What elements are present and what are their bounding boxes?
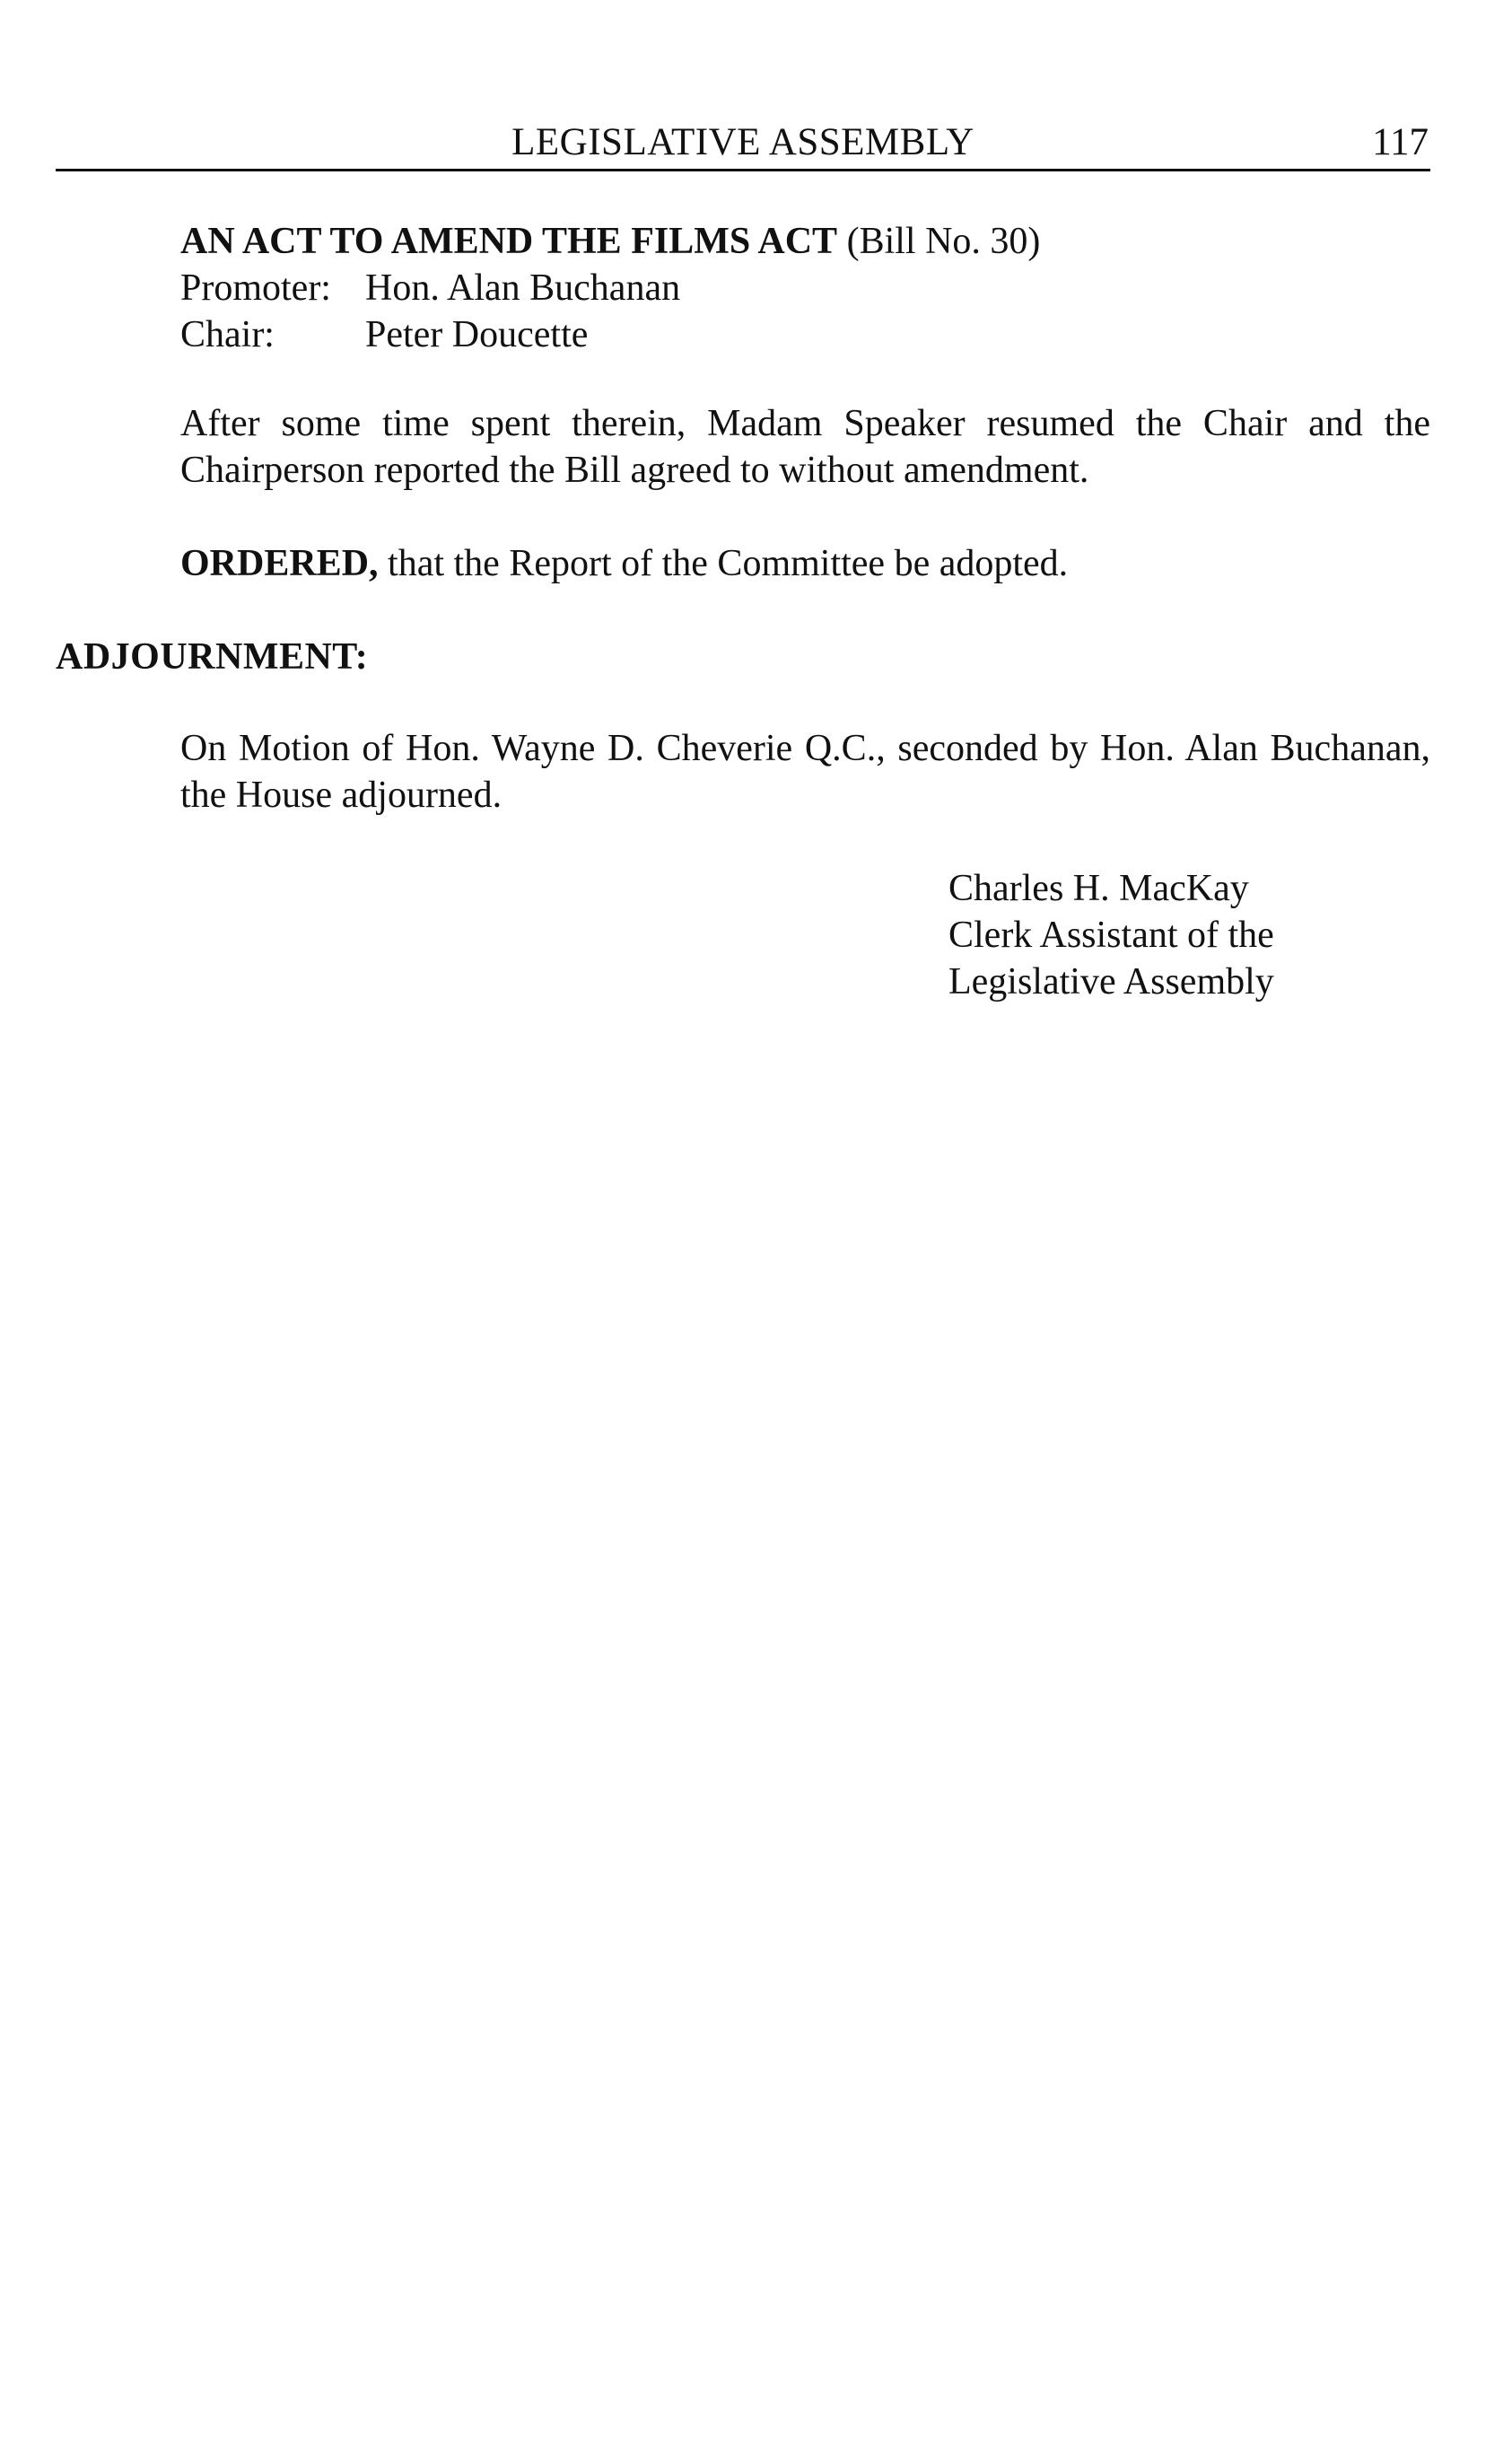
signature-name: Charles H. MacKay [948,868,1249,909]
promoter-label: Promoter: [180,267,331,309]
chair-label: Chair: [180,314,275,355]
bill-number: (Bill No. 30) [837,221,1041,262]
adjournment-heading: ADJOURNMENT: [56,636,369,678]
bill-title-line [180,218,1430,265]
report-paragraph: After some time spent therein, Madam Speaker resumed the Chair and the Chairperson reported the Bill agreed to without amendment. [180,403,1430,491]
promoter-row [180,265,1430,311]
bill-title: AN ACT TO AMEND THE FILMS ACT [180,221,838,262]
promoter-value: Hon. Alan Buchanan [365,267,681,309]
ordered-lead: ORDERED, [180,543,379,584]
bill-section [180,218,1430,358]
page-number: 117 [1372,121,1429,163]
signature-title-line1: Clerk Assistant of the [948,915,1274,956]
ordered-text: that the Report of the Committee be adopted. [378,543,1069,584]
chair-value: Peter Doucette [365,314,589,355]
signature-title-line2: Legislative Assembly [948,961,1274,1003]
ordered-paragraph [180,540,1430,587]
chair-row [180,311,1430,358]
signature-block [948,865,1274,1005]
adjournment-paragraph: On Motion of Hon. Wayne D. Cheverie Q.C., seconded by Hon. Alan Buchanan, the House adjourned. [180,728,1430,816]
page-header [56,117,1430,171]
header-title: LEGISLATIVE ASSEMBLY [511,121,974,163]
